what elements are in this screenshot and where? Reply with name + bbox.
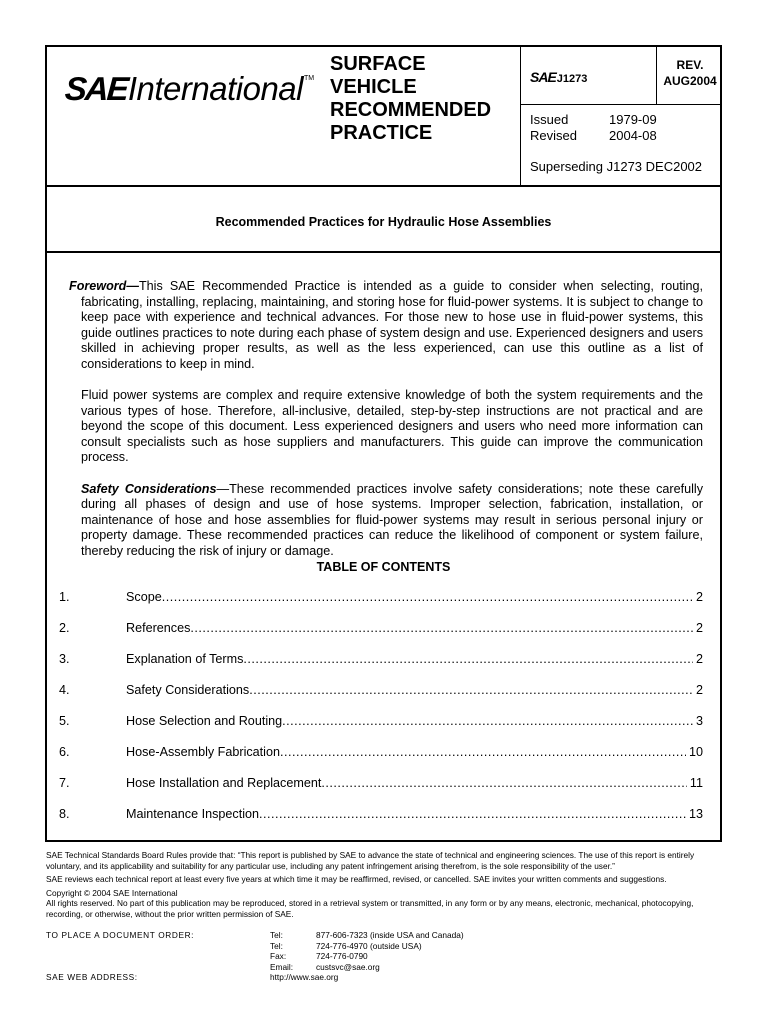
toc-page: 11 bbox=[689, 776, 703, 790]
review-text: SAE reviews each technical report at least every five years at which time it may be reaffirmed, revised, or cancelled. SAE invites your written comments and suggestions. bbox=[46, 874, 667, 884]
foreword-label: Foreword— bbox=[69, 279, 139, 293]
foreword-text: This SAE Recommended Practice is intended as a guide to consider when selecting, routing, fabricating, installing, replacing, maintaining, and storing hose for fluid-power systems. It is subject to change to keep pace with experience and technical advances. For those new to hose use in fluid-power systems, this guide outlines practices to note during each phase of system design and use. Experienced designers and users skilled in achieving proper results, as well as the less experienced, can use this outline as a list of considerations to keep in mind. bbox=[81, 279, 703, 371]
toc-number: 3. bbox=[59, 652, 70, 666]
toc-item[interactable] bbox=[59, 745, 703, 776]
divider-vertical-rev bbox=[656, 47, 657, 104]
toc-page: 2 bbox=[695, 621, 703, 635]
superseding-text: Superseding J1273 DEC2002 bbox=[530, 159, 703, 174]
rights-text: All rights reserved. No part of this publication may be reproduced, stored in a retrieval system or transmitted, in any form or by any means, electronic, mechanical, photocopying, recording, or otherwise, without the prior written permission of SAE. bbox=[46, 898, 694, 919]
logo-trademark: TM bbox=[304, 75, 315, 82]
document-type bbox=[330, 53, 520, 145]
toc-leader bbox=[243, 652, 693, 667]
divider-rev-row bbox=[520, 104, 720, 105]
logo-sae-mark: SAE bbox=[63, 70, 129, 107]
toc-leader bbox=[162, 590, 693, 605]
safety-label: Safety Considerations bbox=[81, 481, 217, 496]
safety-paragraph bbox=[69, 482, 703, 560]
toc-title-text: Scope bbox=[126, 590, 162, 604]
foreword-paragraph bbox=[69, 279, 703, 372]
revised-label: Revised bbox=[530, 128, 577, 143]
tel-label: Tel: bbox=[270, 930, 283, 940]
toc-page: 2 bbox=[695, 683, 703, 697]
doc-type-line: PRACTICE bbox=[330, 122, 433, 144]
toc-leader bbox=[249, 683, 693, 698]
toc-number: 4. bbox=[59, 683, 70, 697]
web-address-link[interactable]: http://www.sae.org bbox=[270, 972, 339, 982]
document-frame bbox=[45, 45, 722, 842]
web-address-label: SAE WEB ADDRESS: bbox=[46, 972, 138, 982]
rev-label: REV. bbox=[676, 58, 704, 72]
toc-leader bbox=[282, 714, 693, 729]
toc-number: 2. bbox=[59, 621, 70, 635]
divider-vertical-main bbox=[520, 47, 521, 186]
issued-value: 1979-09 bbox=[609, 112, 657, 127]
fax-label: Fax: bbox=[270, 951, 287, 961]
toc-leader bbox=[259, 807, 686, 822]
document-number bbox=[530, 69, 587, 85]
divider-header bbox=[47, 185, 720, 187]
fax-value: 724-776-0790 bbox=[316, 951, 368, 961]
toc-number: 8. bbox=[59, 807, 70, 821]
toc-leader bbox=[190, 621, 693, 636]
toc-title: TABLE OF CONTENTS bbox=[316, 560, 451, 574]
docnum-sae-mark: SAE bbox=[530, 69, 556, 85]
toc-item[interactable] bbox=[59, 714, 703, 745]
toc-leader bbox=[321, 776, 687, 791]
logo-international-wordmark: International bbox=[127, 70, 303, 107]
copyright-text: Copyright © 2004 SAE International bbox=[46, 887, 178, 898]
divider-subject bbox=[47, 251, 720, 253]
toc-title-text: Safety Considerations bbox=[126, 683, 250, 697]
toc-title-text: Explanation of Terms bbox=[126, 652, 244, 666]
safety-text: —These recommended practices involve safety considerations; note these carefully during all phases of design and use of hose systems. Improper selection, fabrication, installation, or maintenance of hose and hose assemblies for fluid-power systems may result in serious personal injury or property damage. These recommended practices can reduce the likelihood of component or system failure, thereby reducing the risk of injury or damage. bbox=[81, 481, 704, 558]
order-contact-block bbox=[46, 930, 726, 983]
toc-item[interactable] bbox=[59, 590, 703, 621]
toc-item[interactable] bbox=[59, 776, 703, 807]
body-text bbox=[69, 279, 703, 575]
doc-type-line: RECOMMENDED bbox=[330, 99, 492, 121]
toc-page: 2 bbox=[695, 652, 703, 666]
toc-leader bbox=[280, 745, 686, 760]
order-label: TO PLACE A DOCUMENT ORDER: bbox=[46, 930, 195, 940]
revised-value: 2004-08 bbox=[609, 128, 657, 143]
toc-page: 2 bbox=[695, 590, 703, 604]
toc-title-text: Hose Installation and Replacement bbox=[126, 776, 322, 790]
toc-number: 7. bbox=[59, 776, 70, 790]
toc-item[interactable] bbox=[59, 683, 703, 714]
toc-item[interactable] bbox=[59, 807, 703, 838]
toc-number: 5. bbox=[59, 714, 70, 728]
email-link[interactable]: custsvc@sae.org bbox=[316, 961, 380, 972]
board-rules-text: SAE Technical Standards Board Rules provide that: “This report is published by SAE to advance the state of technical and engineering sciences. The use of this report is entirely voluntary, and its applicability and suitability for any particular use, including any patent infringement arising therefrom, is the sole responsibility of the user.” bbox=[46, 850, 695, 871]
sae-international-logo bbox=[65, 69, 314, 109]
toc-number: 1. bbox=[59, 590, 70, 604]
fluid-power-paragraph: Fluid power systems are complex and require extensive knowledge of both the system requirements and the various types of hose. Therefore, all-inclusive, detailed, step-by-step instructions are not practical and are beyond the scope of this document. Less experienced designers and users who need more information can consult specialists such as hose suppliers and manufacturers. This guide can improve the communication process. bbox=[81, 388, 703, 464]
revision-box bbox=[659, 57, 721, 89]
toc-list bbox=[59, 590, 703, 838]
issued-label: Issued bbox=[530, 112, 569, 127]
footer-notice bbox=[46, 850, 726, 919]
toc-page: 10 bbox=[688, 745, 703, 759]
toc-title-text: Hose Selection and Routing bbox=[126, 714, 283, 728]
toc-item[interactable] bbox=[59, 621, 703, 652]
toc-page: 3 bbox=[695, 714, 703, 728]
document-subject: Recommended Practices for Hydraulic Hose Assemblies bbox=[215, 215, 552, 229]
doc-type-line: VEHICLE bbox=[330, 76, 417, 98]
toc-page: 13 bbox=[688, 807, 703, 821]
tel-value[interactable]: 877-606-7323 (inside USA and Canada) bbox=[316, 930, 464, 940]
email-label: Email: bbox=[270, 961, 294, 972]
toc-item[interactable] bbox=[59, 652, 703, 683]
rev-date: AUG2004 bbox=[663, 74, 717, 88]
toc-number: 6. bbox=[59, 745, 70, 759]
tel2-label: Tel: bbox=[270, 940, 283, 951]
tel2-value[interactable]: 724-776-4970 (outside USA) bbox=[316, 940, 422, 951]
toc-title-text: References bbox=[126, 621, 191, 635]
doc-type-line: SURFACE bbox=[330, 53, 426, 75]
toc-title-text: Hose-Assembly Fabrication bbox=[126, 745, 280, 759]
toc-title-text: Maintenance Inspection bbox=[126, 807, 260, 821]
docnum-value: J1273 bbox=[556, 73, 588, 85]
